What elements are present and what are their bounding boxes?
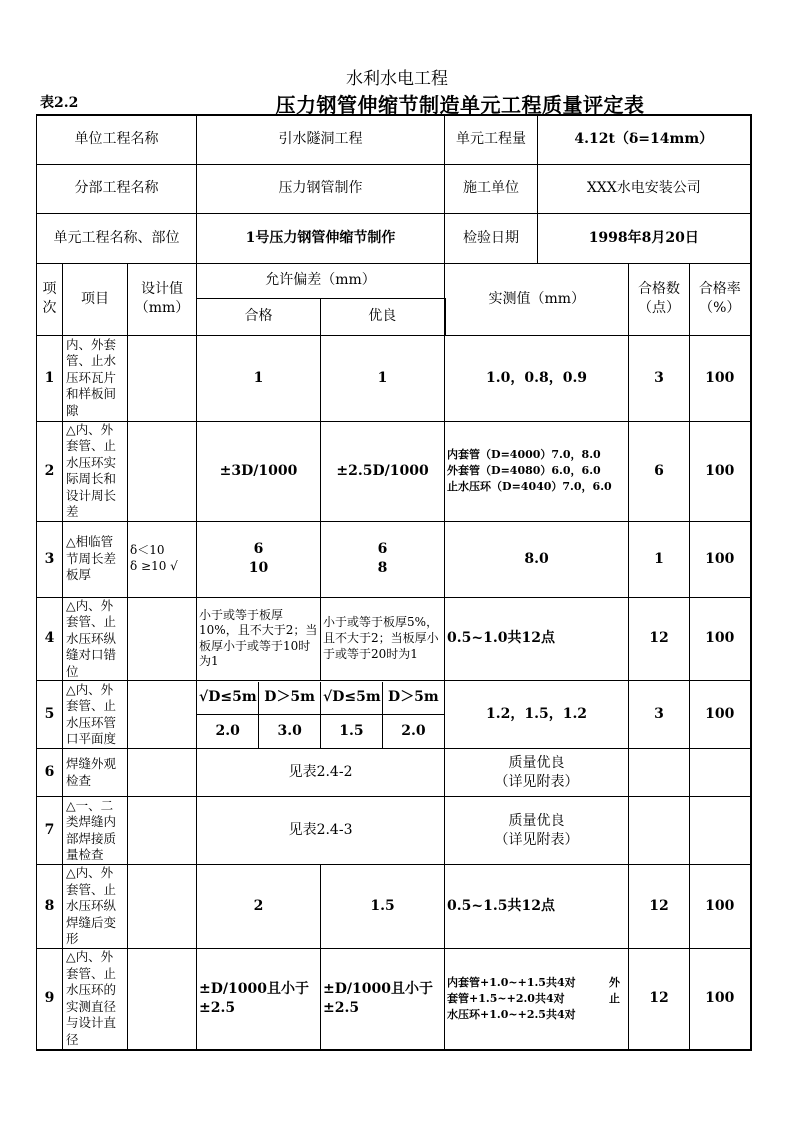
row-excellent: 1	[321, 335, 445, 421]
row-excellent	[321, 521, 445, 597]
sub-value: 2.0	[197, 715, 259, 748]
sub-project-value: 压力钢管制作	[197, 164, 445, 213]
table-row	[37, 597, 751, 681]
row-rate	[690, 749, 751, 797]
sub-head: D＞5m	[382, 682, 444, 715]
row-count: 1	[629, 521, 690, 597]
measured-line: （详见附表）	[494, 831, 579, 848]
row-count: 3	[629, 335, 690, 421]
excellent-line: 8	[377, 560, 388, 576]
row-rate: 100	[690, 521, 751, 597]
measured-line	[447, 975, 626, 991]
row-item: 内、外套管、止水压环瓦片和样板间隙	[63, 335, 128, 421]
row-rate: 100	[690, 597, 751, 681]
excellent-line: 6	[377, 541, 388, 558]
measured-line: 质量优良	[508, 812, 565, 829]
row-item: △内、外套管、止水压环管口平面度	[63, 681, 128, 749]
unit-project-value: 引水隧洞工程	[197, 115, 445, 164]
row-item: △相临管节周长差板厚	[63, 521, 128, 597]
measured-text: 外	[609, 975, 621, 989]
row-excellent: 1.5	[321, 865, 445, 949]
pass-line: 10	[248, 560, 269, 576]
row-pass: ±3D/1000	[197, 421, 321, 521]
row-no: 3	[37, 521, 63, 597]
row-pass: 1	[197, 335, 321, 421]
element-label: 单元工程名称、部位	[37, 213, 197, 263]
row-count: 12	[629, 948, 690, 1050]
sub-project-label: 分部工程名称	[37, 164, 197, 213]
row-no: 1	[37, 335, 63, 421]
page-title: 压力钢管伸缩节制造单元工程质量评定表	[275, 93, 645, 117]
date-label: 检验日期	[445, 213, 538, 263]
flatness-tolerance	[197, 681, 445, 749]
row-count	[629, 797, 690, 865]
col-count: 合格数（点）	[629, 263, 690, 335]
measured-line: 质量优良	[508, 754, 565, 771]
design-line: δ ≥10 √	[130, 559, 178, 573]
col-design: 设计值（mm）	[128, 263, 197, 335]
quantity-label: 单元工程量	[445, 115, 538, 164]
row-rate: 100	[690, 421, 751, 521]
row-design	[128, 948, 197, 1050]
date-value: 1998年8月20日	[538, 213, 751, 263]
measured-line: 水压环+1.0~+2.5共4对	[447, 1007, 576, 1021]
unit-project-label: 单位工程名称	[37, 115, 197, 164]
sub-head: D＞5m	[259, 682, 321, 715]
row-pass: 小于或等于板厚10%，且不大于2；当板厚小于或等于10时为1	[197, 597, 321, 681]
measured-text: 套管+1.5~+2.0共4对	[447, 991, 565, 1005]
col-item: 项目	[63, 263, 128, 335]
table-row	[37, 865, 751, 949]
row-count	[629, 749, 690, 797]
col-no: 项次	[37, 263, 63, 335]
measured-line: 外套管（D=4080）6.0，6.0	[447, 464, 601, 478]
table-number: 表2.2	[40, 95, 79, 111]
design-line: δ＜10	[130, 543, 165, 558]
row-rate: 100	[690, 865, 751, 949]
row-design	[128, 597, 197, 681]
row-count: 12	[629, 597, 690, 681]
row-no: 9	[37, 948, 63, 1050]
row-tolerance-ref: 见表2.4-3	[197, 797, 445, 865]
row-count: 3	[629, 681, 690, 749]
row-item: △一、二类焊缝内部焊接质量检查	[63, 797, 128, 865]
row-item: △内、外套管、止水压环实际周长和设计周长差	[63, 421, 128, 521]
row-design	[128, 797, 197, 865]
sub-value: 2.0	[401, 722, 426, 739]
row-excellent: ±D/1000且小于±2.5	[321, 948, 445, 1050]
row-design	[128, 681, 197, 749]
row-measured: 1.0，0.8，0.9	[445, 335, 629, 421]
row-rate: 100	[690, 948, 751, 1050]
col-excellent: 优良	[321, 298, 445, 335]
row-rate: 100	[690, 681, 751, 749]
row-pass: ±D/1000且小于±2.5	[197, 948, 321, 1050]
flatness-subtable	[197, 682, 444, 748]
col-tolerance: 允许偏差（mm）	[197, 263, 445, 298]
row-measured	[445, 749, 629, 797]
quantity-value: 4.12t（δ=14mm）	[538, 115, 751, 164]
row-measured: 0.5~1.5共12点	[445, 865, 629, 949]
table-row	[37, 335, 751, 421]
sub-head: √D≤5m	[321, 682, 383, 715]
col-rate: 合格率（%）	[690, 263, 751, 335]
row-measured	[445, 421, 629, 521]
col-measured: 实测值（mm）	[445, 263, 629, 335]
col-pass: 合格	[197, 298, 321, 335]
row-item: △内、外套管、止水压环纵缝对口错位	[63, 597, 128, 681]
measured-line: 内套管（D=4000）7.0，8.0	[447, 448, 601, 462]
row-excellent: ±2.5D/1000	[321, 421, 445, 521]
table-row	[37, 681, 751, 749]
row-measured: 1.2，1.5，1.2	[445, 681, 629, 749]
row-design	[128, 521, 197, 597]
row-no: 5	[37, 681, 63, 749]
measured-text: 止	[609, 991, 621, 1005]
measured-text: 内套管+1.0~+1.5共4对	[447, 975, 576, 989]
sub-value: 3.0	[259, 715, 321, 748]
quality-form-table	[36, 114, 752, 1051]
row-design	[128, 865, 197, 949]
info-row-3	[37, 213, 751, 263]
table-row	[37, 421, 751, 521]
row-no: 7	[37, 797, 63, 865]
sub-value: 1.5	[321, 715, 383, 748]
row-measured	[445, 797, 629, 865]
row-pass: 2	[197, 865, 321, 949]
row-item: △内、外套管、止水压环纵焊缝后变形	[63, 865, 128, 949]
row-count: 6	[629, 421, 690, 521]
row-no: 6	[37, 749, 63, 797]
row-design	[128, 335, 197, 421]
row-design	[128, 421, 197, 521]
row-rate: 100	[690, 335, 751, 421]
element-value: 1号压力钢管伸缩节制作	[197, 213, 445, 263]
measured-line: （详见附表）	[494, 773, 579, 790]
table-row	[37, 797, 751, 865]
pass-line: 6	[253, 541, 264, 558]
table-row	[37, 948, 751, 1050]
measured-line	[447, 991, 626, 1007]
sub-head: √D≤5m	[197, 682, 259, 715]
row-no: 2	[37, 421, 63, 521]
row-item: 焊缝外观检查	[63, 749, 128, 797]
column-header-row-1	[37, 263, 751, 298]
info-row-1	[37, 115, 751, 164]
row-no: 4	[37, 597, 63, 681]
table-row	[37, 749, 751, 797]
row-pass	[197, 521, 321, 597]
row-tolerance-ref: 见表2.4-2	[197, 749, 445, 797]
row-count: 12	[629, 865, 690, 949]
contractor-value: XXX水电安装公司	[538, 164, 751, 213]
row-no: 8	[37, 865, 63, 949]
row-design	[128, 749, 197, 797]
row-measured	[445, 948, 629, 1050]
contractor-label: 施工单位	[445, 164, 538, 213]
info-row-2	[37, 164, 751, 213]
measured-line: 止水压环（D=4040）7.0，6.0	[447, 479, 612, 493]
row-rate	[690, 797, 751, 865]
row-item: △内、外套管、止水压环的实测直径与设计直径	[63, 948, 128, 1050]
row-measured: 0.5~1.0共12点	[445, 597, 629, 681]
org-heading: 水利水电工程	[346, 69, 448, 89]
row-measured: 8.0	[445, 521, 629, 597]
table-row	[37, 521, 751, 597]
row-excellent: 小于或等于板厚5%，且不大于2；当板厚小于或等于20时为1	[321, 597, 445, 681]
